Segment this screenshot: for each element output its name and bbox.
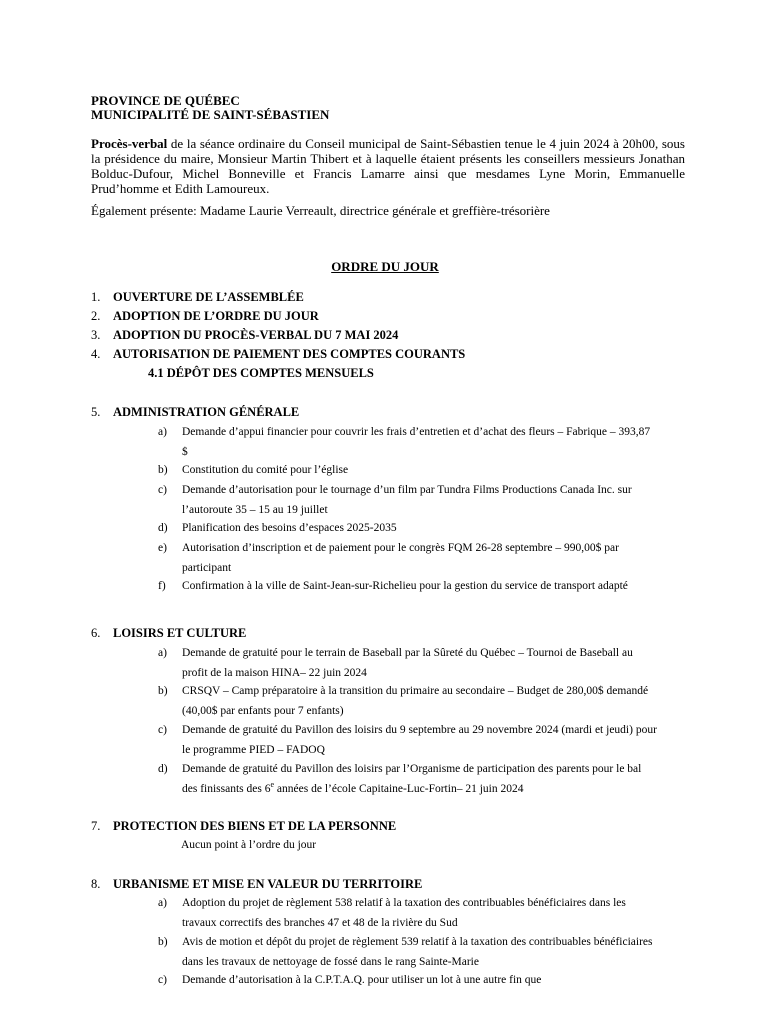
sub-letter: b)	[158, 936, 168, 948]
sub-letter: a)	[158, 897, 167, 909]
intro-paragraph	[91, 136, 685, 196]
sub-text	[182, 760, 658, 799]
sub-text: Demande d’appui financier pour couvrir les frais d’entretien et d’achat des fleurs – Fabrique – 393,87 $	[182, 426, 651, 458]
sub-item	[158, 519, 658, 539]
item-title: OUVERTURE DE L’ASSEMBLÉE	[113, 290, 304, 304]
item-number: 3.	[91, 328, 101, 342]
sub-item	[158, 894, 658, 933]
agenda-item	[91, 290, 304, 305]
sub-letter: c)	[158, 484, 167, 496]
agenda-title-text: ORDRE DU JOUR	[331, 259, 439, 274]
sub-item	[158, 481, 658, 520]
sub-text: Adoption du projet de règlement 538 relatif à la taxation des contribuables bénéficiaires dans les travaux correctifs des branches 47 et 48 de la rivière du Sud	[182, 897, 626, 929]
agenda-title	[0, 259, 770, 274]
sub-letter: c)	[158, 974, 167, 986]
item-number: 4.	[91, 347, 101, 361]
agenda-subitem-4-1: 4.1 DÉPÔT DES COMPTES MENSUELS	[148, 366, 374, 380]
sub-letter: d)	[158, 522, 168, 534]
item-number: 6.	[91, 626, 101, 640]
sub-text: Autorisation d’inscription et de paiement pour le congrès FQM 26-28 septembre – 990,00$ par participant	[182, 542, 619, 574]
sub-item	[158, 721, 658, 760]
item-number: 1.	[91, 290, 101, 304]
sub-text: Avis de motion et dépôt du projet de règlement 539 relatif à la taxation des contribuables bénéficiaires dans les travaux de nettoyage de fossé dans le rang Sainte-Marie	[182, 936, 653, 968]
item-number: 7.	[91, 819, 101, 833]
sub-item	[158, 682, 658, 721]
sub-text-sup: e	[270, 779, 275, 789]
item-title: ADOPTION DE L’ORDRE DU JOUR	[113, 309, 319, 323]
agenda-item	[91, 328, 398, 343]
item-title: URBANISME ET MISE EN VALEUR DU TERRITOIRE	[113, 877, 423, 891]
sub-text: Constitution du comité pour l’église	[182, 464, 349, 476]
agenda-item	[91, 405, 299, 420]
sub-item	[158, 933, 658, 972]
item-title: ADMINISTRATION GÉNÉRALE	[113, 405, 300, 419]
sub-letter: a)	[158, 647, 167, 659]
sub-item	[158, 971, 658, 991]
item-title: ADOPTION DU PROCÈS-VERBAL DU 7 MAI 2024	[113, 328, 399, 342]
sub-item	[158, 423, 658, 462]
sub-item	[158, 461, 658, 481]
intro-bold: Procès-verbal	[91, 136, 168, 151]
sub-item	[158, 760, 658, 799]
item-number: 5.	[91, 405, 101, 419]
agenda-item	[91, 819, 396, 834]
item-number: 2.	[91, 309, 101, 323]
sub-text: Confirmation à la ville de Saint-Jean-sur-Richelieu pour la gestion du service de transport adapté	[182, 580, 628, 592]
sub-item	[158, 539, 658, 578]
sub-item	[158, 644, 658, 683]
sub-letter: f)	[158, 580, 166, 592]
sub-text-post: années de l’école Capitaine-Luc-Fortin– 21 juin 2024	[274, 782, 524, 795]
no-item-note: Aucun point à l’ordre du jour	[181, 839, 317, 851]
sub-letter: c)	[158, 724, 167, 736]
header-province: PROVINCE DE QUÉBEC	[91, 93, 240, 108]
agenda-item	[91, 626, 246, 641]
agenda-item	[91, 877, 422, 892]
sub-text-pre: Demande de gratuité du Pavillon des loisirs par l’Organisme de participation des parents pour le bal des finissants des 6	[182, 763, 642, 795]
agenda-item	[91, 347, 465, 362]
sub-letter: d)	[158, 763, 168, 775]
sub-letter: b)	[158, 685, 168, 697]
item-number: 8.	[91, 877, 101, 891]
sub-letter: e)	[158, 542, 167, 554]
item-title: PROTECTION DES BIENS ET DE LA PERSONNE	[113, 819, 397, 833]
sub-text: CRSQV – Camp préparatoire à la transition du primaire au secondaire – Budget de 280,00$ demandé (40,00$ par enfants pour 7 enfants)	[182, 685, 649, 717]
sub-letter: b)	[158, 464, 168, 476]
present-line: Également présente: Madame Laurie Verreault, directrice générale et greffière-trésorière	[91, 203, 550, 218]
sub-text: Demande d’autorisation à la C.P.T.A.Q. pour utiliser un lot à une autre fin que	[182, 974, 542, 986]
sub-text: Demande de gratuité du Pavillon des loisirs du 9 septembre au 29 novembre 2024 (mardi et jeudi) pour le programme PIED – FADOQ	[182, 724, 657, 756]
agenda-item	[91, 309, 319, 324]
item-title: LOISIRS ET CULTURE	[113, 626, 247, 640]
intro-text: de la séance ordinaire du Conseil municipal de Saint-Sébastien tenue le 4 juin 2024 à 20h00, sous la présidence du maire, Monsieur Martin Thibert et à laquelle étaient présents les conseillers messieurs Jonathan Bolduc-Dufour, Michel Bonneville et Francis Lamarre ainsi que mesdames Lyne Morin, Emmanuelle Prud’homme et Edith Lamoureux.	[91, 136, 685, 196]
sub-item	[158, 577, 658, 597]
sub-letter: a)	[158, 426, 167, 438]
item-title: AUTORISATION DE PAIEMENT DES COMPTES COURANTS	[113, 347, 466, 361]
sub-text: Demande de gratuité pour le terrain de Baseball par la Sûreté du Québec – Tournoi de Baseball au profit de la maison HINA– 22 juin 2024	[182, 647, 633, 679]
sub-text: Planification des besoins d’espaces 2025-2035	[182, 522, 397, 534]
sub-text: Demande d’autorisation pour le tournage d’un film par Tundra Films Productions Canada Inc. sur l’autoroute 35 – 15 au 19 juillet	[182, 484, 632, 516]
header-municipality: MUNICIPALITÉ DE SAINT-SÉBASTIEN	[91, 107, 330, 122]
